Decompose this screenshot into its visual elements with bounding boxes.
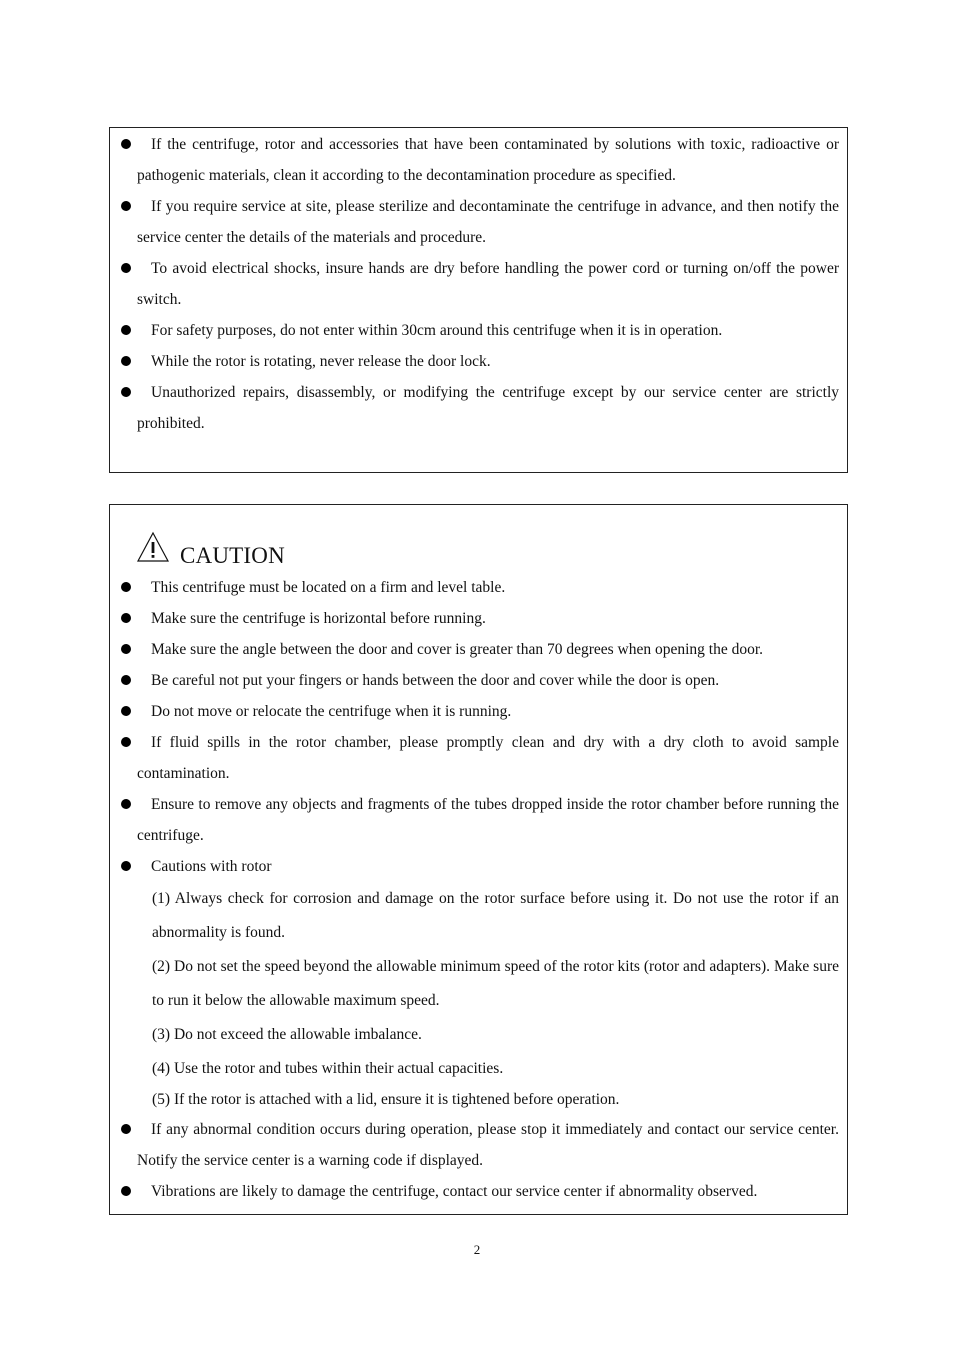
list-item — [110, 789, 847, 851]
list-item-text: Vibrations are likely to damage the centrifuge, contact our service center if abnormality observed. — [151, 1183, 758, 1200]
caution-box — [109, 504, 848, 1215]
list-item-text: To avoid electrical shocks, insure hands are dry before handling the power cord or turning on/off the power switch. — [137, 260, 839, 308]
caution-list-continued — [110, 1114, 847, 1207]
bullet-icon — [121, 737, 131, 747]
list-item — [110, 315, 847, 346]
bullet-icon — [121, 582, 131, 592]
bullet-icon — [121, 1186, 131, 1196]
list-item-text: Make sure the centrifuge is horizontal before running. — [151, 610, 486, 627]
bullet-icon — [121, 201, 131, 211]
list-item — [110, 1114, 847, 1176]
bullet-icon — [121, 644, 131, 654]
bullet-icon — [121, 139, 131, 149]
caution-title: CAUTION — [180, 543, 285, 568]
warnings-list — [110, 128, 847, 439]
list-item — [110, 377, 847, 439]
list-item — [110, 696, 847, 727]
caution-list — [110, 572, 847, 882]
page-number: 2 — [473, 1242, 481, 1257]
list-item-text: If any abnormal condition occurs during operation, please stop it immediately and contact our service center. Notify the service center is a warning code if displayed. — [137, 1121, 839, 1169]
bullet-icon — [121, 325, 131, 335]
bullet-icon — [121, 1124, 131, 1134]
list-item — [110, 253, 847, 315]
list-item-text: Do not move or relocate the centrifuge when it is running. — [151, 703, 512, 720]
rotor-sublist-item: (4) Use the rotor and tubes within their actual capacities. — [152, 1060, 504, 1077]
bullet-icon — [121, 861, 131, 871]
list-item-text: Be careful not put your fingers or hands between the door and cover while the door is open. — [151, 672, 720, 689]
list-item-text: If fluid spills in the rotor chamber, please promptly clean and dry with a dry cloth to avoid sample contamination. — [137, 734, 839, 782]
list-item-text: If the centrifuge, rotor and accessories that have been contaminated by solutions with toxic, radioactive or pathogenic materials, clean it according to the decontamination procedure as specified. — [137, 136, 839, 184]
caution-header — [110, 505, 847, 572]
rotor-sublist — [110, 882, 847, 1114]
list-item-text: For safety purposes, do not enter within 30cm around this centrifuge when it is in operation. — [151, 322, 723, 339]
list-item-text: Unauthorized repairs, disassembly, or modifying the centrifuge except by our service center are strictly prohibited. — [137, 384, 839, 432]
rotor-sublist-item: (2) Do not set the speed beyond the allowable minimum speed of the rotor kits (rotor and adapters). Make sure to run it below the allowable maximum speed. — [152, 958, 839, 1009]
bullet-icon — [121, 387, 131, 397]
list-item-text: Ensure to remove any objects and fragments of the tubes dropped inside the rotor chamber before running the centrifuge. — [137, 796, 839, 844]
list-item-text: This centrifuge must be located on a firm and level table. — [151, 579, 506, 596]
bullet-icon — [121, 613, 131, 623]
rotor-sublist-item: (3) Do not exceed the allowable imbalance. — [152, 1026, 422, 1043]
bullet-icon — [121, 356, 131, 366]
bullet-icon — [121, 675, 131, 685]
rotor-sublist-item: (5) If the rotor is attached with a lid, ensure it is tightened before operation. — [152, 1091, 620, 1108]
bullet-icon — [121, 263, 131, 273]
list-item — [110, 665, 847, 696]
list-item — [110, 572, 847, 603]
list-item — [110, 129, 847, 191]
list-item — [110, 191, 847, 253]
list-item-text: If you require service at site, please sterilize and decontaminate the centrifuge in advance, and then notify the service center the details of the materials and procedure. — [137, 198, 839, 246]
bullet-icon — [121, 799, 131, 809]
list-item-text: Make sure the angle between the door and cover is greater than 70 degrees when opening the door. — [151, 641, 764, 658]
warning-triangle-icon — [136, 531, 170, 563]
list-item — [110, 346, 847, 377]
list-item-rotor — [110, 851, 847, 882]
list-item-text: While the rotor is rotating, never release the door lock. — [151, 353, 491, 370]
list-item — [110, 727, 847, 789]
list-item — [110, 1176, 847, 1207]
warnings-continued-box — [109, 127, 848, 473]
rotor-heading: Cautions with rotor — [151, 858, 272, 875]
list-item — [110, 603, 847, 634]
rotor-sublist-item: (1) Always check for corrosion and damage on the rotor surface before using it. Do not use the rotor if an abnormality is found. — [152, 890, 839, 941]
list-item — [110, 634, 847, 665]
bullet-icon — [121, 706, 131, 716]
